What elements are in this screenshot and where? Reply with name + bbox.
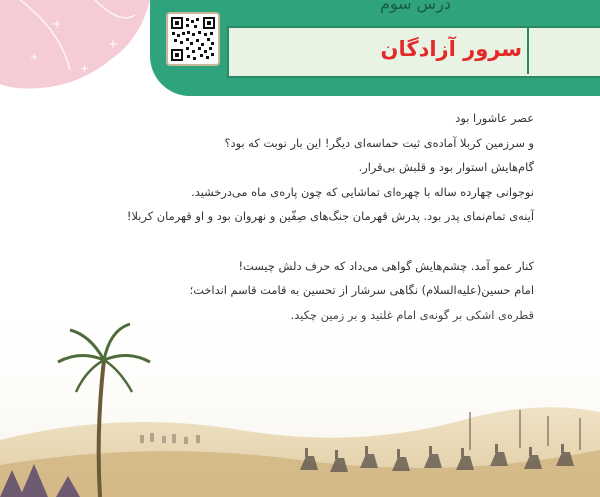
qr-code-icon bbox=[171, 17, 215, 61]
poem-line: عصر عاشورا بود bbox=[455, 111, 534, 125]
svg-text:+: + bbox=[30, 52, 39, 63]
lesson-label: درس سوم bbox=[380, 0, 452, 13]
svg-text:+: + bbox=[108, 37, 119, 51]
poem-line: امام حسین(علیه‌السلام) نگاهی سرشار از تحسین به قامت قاسم انداخت؛ bbox=[189, 283, 534, 298]
poem-line: و سرزمین کربلا آماده‌ی ثبت حماسه‌ای دیگر! این بار نوبت که بود؟ bbox=[224, 135, 534, 150]
svg-text:+: + bbox=[52, 17, 63, 31]
poem-line: نوجوانی چهارده ساله با چهره‌ای تماشایی که چون پاره‌ی ماه می‌درخشید. bbox=[191, 184, 534, 199]
svg-text:+: + bbox=[80, 62, 90, 75]
desert-scene-illustration bbox=[0, 300, 600, 497]
pink-floral-decoration bbox=[0, 0, 175, 92]
poem-line: گام‌هایش استوار بود و قلبش بی‌قرار. bbox=[358, 160, 534, 175]
poem-text bbox=[60, 106, 534, 327]
lesson-title: سرور آزادگان bbox=[380, 37, 522, 61]
title-divider bbox=[527, 26, 529, 74]
poem-line: آینه‌ی تمام‌نمای پدر بود. پدرش قهرمان جنگ‌های صِفّین و نهروان بود و او قهرمان کربلا! bbox=[126, 209, 534, 224]
qr-code[interactable] bbox=[166, 12, 220, 66]
poem-line: کنار عمو آمد. چشم‌هایش گواهی می‌داد که حرف دلش چیست! bbox=[238, 258, 534, 273]
